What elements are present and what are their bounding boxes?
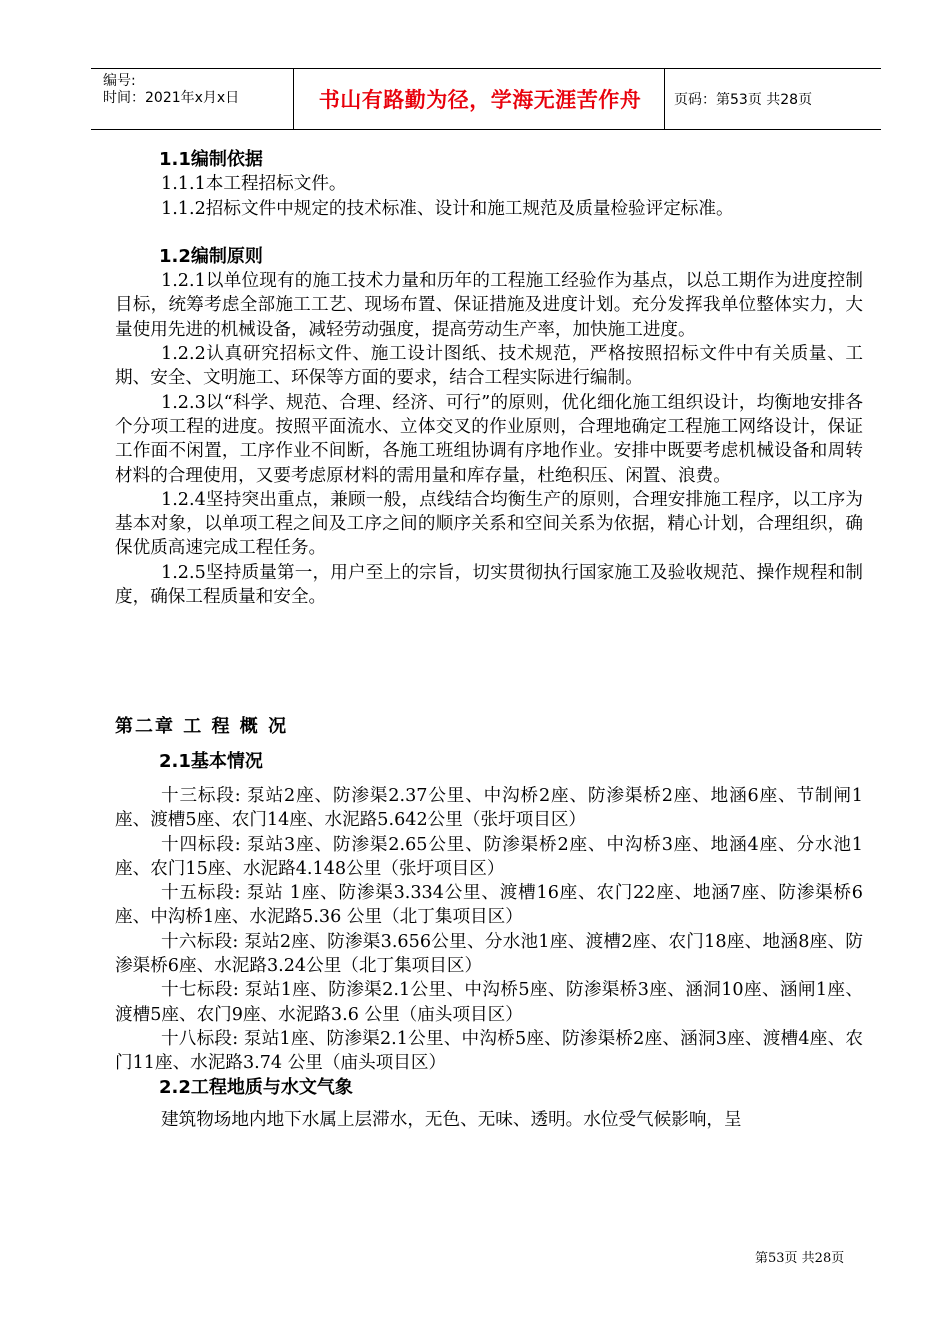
header-code-label: 编号:: [103, 73, 136, 89]
paragraph: 1.2.4坚持突出重点，兼顾一般，点线结合均衡生产的原则，合理安排施工程序，以工序为基本对象，以单项工程之间及工序之间的顺序关系和空间关系为依据，精心计划，合理组织，确保优质高速完成工程任务。: [115, 489, 863, 559]
header-divider: [664, 69, 665, 129]
section-heading-2-2: 2.2工程地质与水文气象: [159, 1076, 353, 1098]
page-footer: 第53页 共28页: [755, 1251, 845, 1266]
paragraph: 1.2.1以单位现有的施工技术力量和历年的工程施工经验作为基点，以总工期作为进度控制目标，统筹考虑全部施工工艺、现场布置、保证措施及进度计划。充分发挥我单位整体实力，大量使用先进的机械设备，减轻劳动强度，提高劳动生产率，加快施工进度。: [115, 271, 863, 340]
header-motto: 书山有路勤为径，学海无涯苦作舟: [318, 88, 642, 112]
paragraph: 1.1.2招标文件中规定的技术标准、设计和施工规范及质量检验评定标准。: [161, 198, 734, 219]
page-header: [91, 68, 881, 130]
paragraph: 十六标段: 泵站2座、防渗渠3.656公里、分水池1座、渡槽2座、农门18座、地涵8座、防渗渠桥6座、水泥路3.24公里（北丁集项目区）: [115, 931, 863, 977]
section-heading-1-2: 1.2编制原则: [159, 245, 263, 267]
paragraph: 十七标段: 泵站1座、防渗渠2.1公里、中沟桥5座、防渗渠桥3座、涵洞10座、涵闸1座、渡槽5座、农门9座、水泥路3.6 公里（庙头项目区）: [115, 980, 863, 1025]
header-page-info: 页码：第53页 共28页: [674, 92, 813, 108]
paragraph: 十八标段: 泵站1座、防渗渠2.1公里、中沟桥5座、防渗渠桥2座、涵洞3座、渡槽4座、农门11座、水泥路3.74 公里（庙头项目区）: [115, 1028, 863, 1074]
paragraph: 十五标段: 泵站 1座、防渗渠3.334公里、渡槽16座、农门22座、地涵7座、防渗渠桥6座、中沟桥1座、水泥路5.36 公里（北丁集项目区）: [115, 883, 863, 928]
paragraph: 1.1.1本工程招标文件。: [161, 174, 347, 195]
section-heading-2-1: 2.1基本情况: [159, 750, 263, 772]
paragraph: 1.2.3以“科学、规范、合理、经济、可行”的原则，优化细化施工组织设计，均衡地安排各个分项工程的进度。按照平面流水、立体交叉的作业原则，合理地确定工程施工网络设计，保证工作面不闲置，工序作业不间断，各施工班组协调有序地作业。安排中既要考虑机械设备和周转材料的合理使用，又要考虑原材料的需用量和库存量，杜绝积压、闲置、浪费。: [115, 392, 863, 486]
paragraph: 十三标段: 泵站2座、防渗渠2.37公里、中沟桥2座、防渗渠桥2座、地涵6座、节制闸1座、渡槽5座、农门14座、水泥路5.642公里（张圩项目区）: [115, 785, 863, 831]
header-meta: [103, 73, 293, 107]
header-time-label: 时间：2021年x月x日: [103, 90, 240, 106]
document-body: [115, 148, 863, 1132]
paragraph: 十四标段: 泵站3座、防渗渠2.65公里、防渗渠桥2座、中沟桥3座、地涵4座、分水池1座、农门15座、水泥路4.148公里（张圩项目区）: [115, 834, 863, 879]
paragraph: 1.2.2认真研究招标文件、施工设计图纸、技术规范，严格按照招标文件中有关质量、工期、安全、文明施工、环保等方面的要求，结合工程实际进行编制。: [115, 344, 863, 389]
header-divider: [293, 69, 294, 129]
paragraph: 建筑物场地内地下水属上层滞水，无色、无味、透明。水位受气候影响，呈: [161, 1109, 742, 1130]
paragraph: 1.2.5坚持质量第一，用户至上的宗旨，切实贯彻执行国家施工及验收规范、操作规程和制度，确保工程质量和安全。: [115, 562, 863, 608]
chapter-title: 第二章 工 程 概 况: [115, 716, 289, 738]
section-heading-1-1: 1.1编制依据: [159, 149, 263, 170]
